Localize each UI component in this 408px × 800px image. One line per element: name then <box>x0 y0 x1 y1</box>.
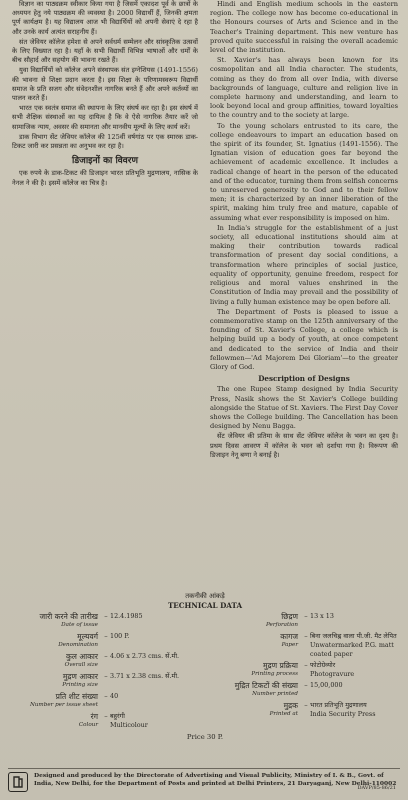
technical-data-right <box>212 612 398 732</box>
footer <box>8 768 400 794</box>
row-value-hindi: भारत प्रतिभूति मुद्रणालय <box>310 701 367 709</box>
row-label-hindi: मुद्रक <box>283 701 298 710</box>
hindi-paragraph: डाक विभाग सेंट जेवियर कॉलेज की 125वीं वर्षगांठ पर एक स्मारक डाक-टिकट जारी कर प्रसन्नता का अनुभव कर रहा है। <box>12 132 198 151</box>
row-label-hindi: कागज <box>280 632 298 641</box>
hindi-paragraph: भारत एक स्वतंत्र समाज की स्थापना के लिए संघर्ष कर रहा है। इस संघर्ष में सभी शैक्षिक संस्थाओं का यह दायित्व है कि वे ऐसे नागरिक तैयार करें जो सामाजिक न्याय, अवसर की समानता और मानवीय मूल्यों के लिए कार्य करें। <box>12 104 198 131</box>
row-value: 15,00,000 <box>310 681 343 689</box>
technical-row: मुद्रण प्रक्रिया Printing process – फोटोग्रेव्योर Photogravure <box>212 661 398 679</box>
row-value-hindi: बिना जलचिह्न वाला पी.जी. मैट लेपित <box>310 632 397 640</box>
row-label-english: Number printed <box>252 691 298 697</box>
hindi-paragraph: युवा विद्यार्थियों को कॉलेज अपने संस्थापक संत इग्नेशियस (1491-1556) की भावना से शिक्षा प्रदान करता है। इस शिक्षा के परिणामस्वरूप विद्यार्थी समाज के प्रति सजग और संवेदनशील नागरिक बनते हैं और अपने कर्तव्यों का पालन करते हैं। <box>12 66 198 103</box>
design-description: The one Rupee Stamp designed by India Security Press, Nasik shows the St Xavier's College building alongside the Statue of St. Xaviers. The First Day Cover shows the College building. The Cancellation has been designed by Nenu Bagga. <box>210 385 398 431</box>
price-label: Price <box>186 733 205 741</box>
row-label-english: Printing size <box>62 682 98 688</box>
technical-row: कुल आकार Overall size – 4.06 x 2.73 cms. सें.मी. <box>12 652 198 670</box>
design-description-hindi: एक रुपये के डाक-टिकट की डिजाइन भारत प्रतिभूति मुद्रणालय, नासिक के नेनल ने की है। इसमें कॉलेज का चित्र है। <box>12 169 198 187</box>
row-value: 4.06 x 2.73 cms. <box>110 652 164 660</box>
row-value-hindi: फोटोग्रेव्योर <box>310 661 336 669</box>
davp-logo-icon <box>8 772 28 792</box>
row-value: 100 P. <box>110 632 130 640</box>
technical-row: रंग Colour – बहुरंगी Multicolour <box>12 712 198 730</box>
row-label-english: Perforation <box>266 622 298 628</box>
technical-row: जारी करने की तारीख Date of issue – 12.4.1985 <box>12 612 198 630</box>
row-value-hindi: सें.मी. <box>165 652 180 660</box>
row-label-english: Printing process <box>251 671 298 677</box>
row-label-hindi: कुल आकार <box>65 652 98 661</box>
english-paragraph: To the young scholars entrusted to its care, the college endeavours to impart an education based on the spirit of its founder, St. Ignatius (1491-1556). The Ignatian vision of education goes far beyond the achievement of academic excellence. It includes a radical change of heart in the person of the educated and of the educator, turning them from selfish concerns to unreserved generosity to God and to their fellow men; it is characterized by an inner liberation of the spirit, making him truly free and mature, capable of assuming what ever responsibility is imposed on him. <box>210 121 398 222</box>
row-label-hindi: रंग <box>90 712 98 721</box>
english-paragraph: Hindi and English medium schools in the eastern region. The college now has become co-educational in the Honours courses of Arts and Science and in the Teacher's Training department. This new venture has proved quite successful in raising the overall academic level of the institution. <box>210 0 398 55</box>
technical-row: छिद्रण Perforation – 13 x 13 <box>212 612 398 630</box>
row-value: 12.4.1985 <box>110 612 143 620</box>
technical-row: कागज Paper – बिना जलचिह्न वाला पी.जी. मैट लेपित Unwatermarked P.G. matt coated paper <box>212 632 398 659</box>
price-value: 30 P. <box>206 733 224 741</box>
technical-data-title <box>12 592 398 610</box>
hindi-paragraph: संत जेवियर कॉलेज हमेशा से अपने सर्वधर्म सम्मेलन और सांस्कृतिक उत्सवों के लिए विख्यात रहा है। यहाँ के सभी विद्यार्थी विभिन्न भाषाओं और धर्मों के बीच सौहार्द और सहयोग की भावना रखते हैं। <box>12 37 198 65</box>
row-label-hindi: मुद्रित टिकटों की संख्या <box>234 681 298 690</box>
technical-row: प्रति शीट संख्या Number per issue sheet – 40 <box>12 692 198 710</box>
technical-row: मुद्रित टिकटों की संख्या Number printed – 15,00,000 <box>212 681 398 699</box>
row-label-english: Number per issue sheet <box>29 702 98 708</box>
technical-data-title-hindi: तकनीकी आंकड़े <box>185 592 225 600</box>
row-label-hindi: जारी करने की तारीख <box>39 612 98 621</box>
row-value: 3.71 x 2.38 cms. <box>110 672 164 680</box>
row-value-hindi: बहुरंगी <box>110 712 125 720</box>
footer-credit: Designed and produced by the Directorate of Advertising and Visual Publicity, Ministry of I. & B., Govt. of India, New Delhi, for the Department of Posts and printed at Delhi Printers, 21 Daryaganj, New Delhi-110002 <box>34 772 397 787</box>
price-row <box>12 733 398 742</box>
technical-data-section <box>12 592 398 760</box>
document-code: DAVP/85-86/21 <box>357 785 396 791</box>
row-value: Photogravure <box>310 670 355 678</box>
row-label-hindi: प्रति शीट संख्या <box>55 692 98 701</box>
row-label-english: Overall size <box>64 662 98 668</box>
design-description-hindi-note: सेंट जेवियर की प्रतिमा के साथ सेंट जेवियर कॉलेज के भवन का दृश्य है। प्रथम दिवस आवरण में कॉलेज के भवन को दर्शाया गया है। विरूपण की डिजाइन नेनू बग्गा ने बनाई है। <box>210 432 398 459</box>
english-paragraph: In India's struggle for the establishment of a just society, all educational institutions should aim at making their contribution towards radical transformation of present day social conditions, a transformation where principles of social justice, equality of opportunity, genuine freedom, respect for religious and moral values enshrined in the Constitution of India may prevail and the possibility of living a fully human existence may be open before all. <box>210 223 398 306</box>
row-value: 13 x 13 <box>310 612 334 620</box>
hindi-column <box>12 0 198 560</box>
technical-data-left <box>12 612 198 732</box>
row-value: 40 <box>110 692 119 700</box>
row-label-hindi: मुद्रण प्रक्रिया <box>263 661 298 670</box>
row-label-hindi: मूल्यवर्ग <box>77 632 98 641</box>
design-description-heading: Description of Designs <box>258 374 350 384</box>
english-column <box>210 0 398 560</box>
row-label-hindi: छिद्रण <box>281 612 298 621</box>
row-label-english: Colour <box>78 722 98 728</box>
design-description-heading-hindi: डिजाइनों का विवरण <box>72 156 138 167</box>
row-label-english: Date of issue <box>61 622 98 628</box>
row-label-english: Printed at <box>269 711 298 717</box>
row-value-hindi: सें.मी. <box>165 672 180 680</box>
row-label-hindi: मुद्रण आकार <box>62 672 98 681</box>
technical-row: मुद्रण आकार Printing size – 3.71 x 2.38 cms. सें.मी. <box>12 672 198 690</box>
technical-data-title-english: TECHNICAL DATA <box>167 601 243 610</box>
row-value: Multicolour <box>110 721 148 729</box>
technical-row: मूल्यवर्ग Denomination – 100 P. <box>12 632 198 650</box>
row-label-english: Paper <box>281 642 298 648</box>
row-value: India Security Press <box>310 710 376 718</box>
technical-row: मुद्रक Printed at – भारत प्रतिभूति मुद्रणालय India Security Press <box>212 701 398 719</box>
english-paragraph: The Department of Posts is pleased to issue a commemorative stamp on the 125th anniversary of the founding of St. Xavier's College, a college which is helping build up a body of youth, at once competent and dedicated to the service of India and their fellowmen—'Ad Majorem Dei Gloriam'—to the greater Glory of God. <box>210 307 398 371</box>
english-paragraph: St. Xavier's has always been known for its cosmopolitan and all India character. The students, coming as they do from all over India, with diverse backgrounds of language, culture and religion live in complete harmony and understanding, and learn to look beyond local and group affinities, toward loyalties to the country and to the society at large. <box>210 56 398 120</box>
row-label-english: Denomination <box>58 642 98 648</box>
hindi-paragraph: विज्ञान का पाठ्यक्रम स्वीकार किया गया है जिसमें एकादश पूर्व के छात्रों के अध्ययन हेतु नये पाठ्यक्रम की व्यवस्था है। 2000 विद्यार्थी हैं, जिनकी क्षमता पूर्ण कार्यक्षम है। यह विद्यालय आज भी विद्यार्थियों को अपनी सेवाएं दे रहा है और उनके कार्य अत्यंत सराहनीय हैं। <box>12 0 198 36</box>
row-value: Unwatermarked P.G. matt coated paper <box>310 641 394 658</box>
